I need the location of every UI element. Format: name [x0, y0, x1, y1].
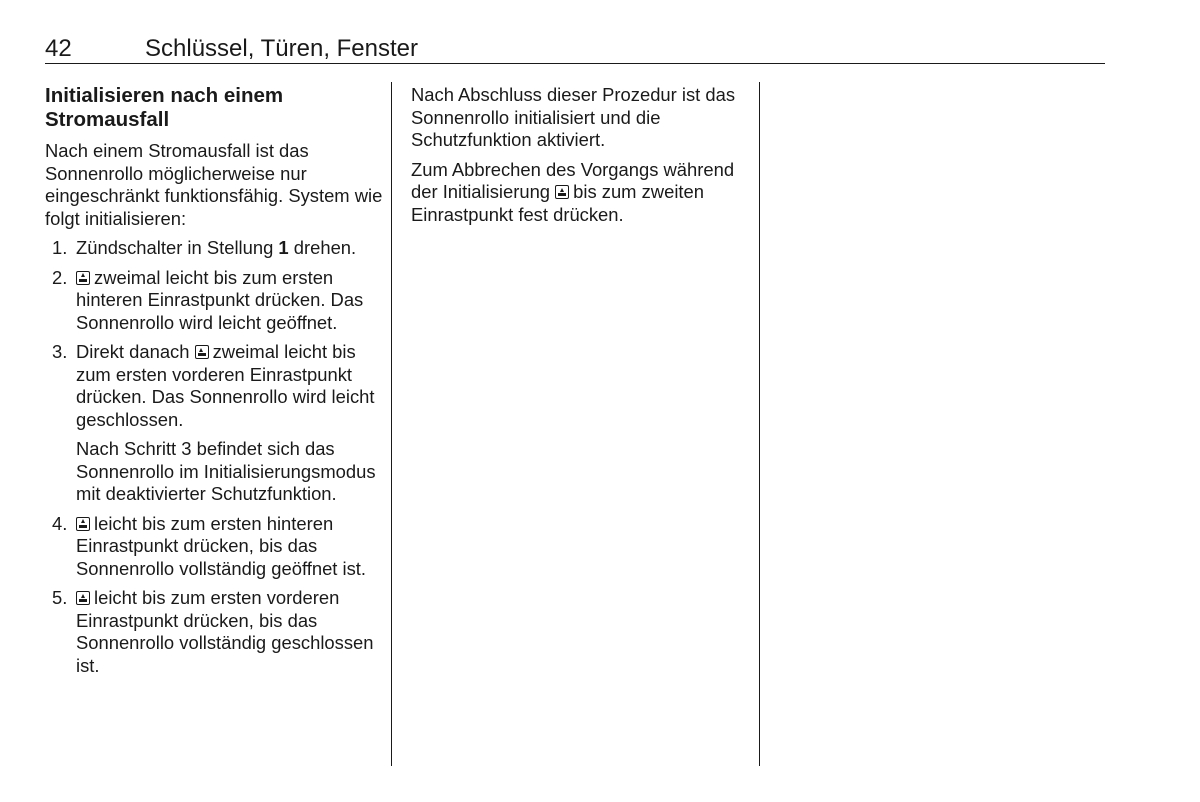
note-paragraph: Nach Schritt 3 befindet sich das Sonnenrollo im Initialisierungsmodus mit deaktivierter Schutzfunktion.	[76, 438, 376, 504]
step-5	[45, 587, 383, 677]
step-number: 2.	[52, 266, 68, 288]
step-text: Direkt danach	[76, 341, 195, 362]
section-heading: Initialisieren nach einem Stromausfall	[45, 84, 284, 131]
step-number: 5.	[52, 587, 68, 608]
page-number: 42	[45, 35, 72, 62]
step-text: zweimal leicht bis zum ersten vorderen Einrastpunkt drücken. Das Sonnenrollo wird leicht geschlossen.	[76, 341, 375, 430]
step-number: 3.	[52, 341, 68, 362]
completion-paragraph: Nach Abschluss dieser Prozedur ist das Sonnenrollo initialisiert und die Schutzfunktion aktiviert.	[411, 84, 736, 150]
cancel-text: bis zum zweiten Einrastpunkt fest drücken.	[411, 181, 704, 225]
step-text: leicht bis zum ersten vorderen Einrastpunkt drücken, bis das Sonnenrollo vollständig geschlossen ist.	[76, 587, 374, 676]
column-divider	[391, 82, 392, 766]
step-text: leicht bis zum ersten hinteren Einrastpunkt drücken, bis das Sonnenrollo vollständig geöffnet ist.	[76, 512, 367, 579]
intro-paragraph: Nach einem Stromausfall ist das Sonnenrollo möglicherweise nur eingeschränkt funktionsfähig. System wie folgt initialisieren:	[45, 140, 383, 229]
page-header	[45, 34, 1105, 64]
chapter-title: Schlüssel, Türen, Fenster	[145, 35, 419, 62]
step-2	[45, 267, 383, 335]
sunblind-button-icon	[555, 185, 569, 199]
step-4	[45, 513, 383, 581]
step-3	[45, 341, 383, 431]
column-divider	[759, 82, 760, 766]
sunblind-button-icon	[76, 517, 90, 531]
cancel-paragraph	[411, 159, 751, 227]
step-text: zweimal leicht bis zum ersten hinteren Einrastpunkt drücken. Das Sonnenrollo wird leicht geöffnet.	[76, 266, 364, 333]
step-number: 4.	[52, 512, 68, 534]
sunblind-button-icon	[76, 271, 90, 285]
cancel-text: Zum Abbrechen des Vorgangs während der Initialisierung	[411, 158, 735, 202]
ignition-position: 1	[278, 237, 289, 258]
step-text: drehen.	[288, 237, 357, 258]
sunblind-button-icon	[195, 345, 209, 359]
middle-column	[411, 84, 751, 233]
step-1	[45, 237, 383, 260]
step-text: Zündschalter in Stellung	[76, 237, 279, 258]
left-column	[45, 84, 383, 684]
step-number: 1.	[52, 237, 68, 258]
sunblind-button-icon	[76, 591, 90, 605]
step-3-note	[45, 438, 383, 506]
steps-list	[45, 237, 383, 677]
